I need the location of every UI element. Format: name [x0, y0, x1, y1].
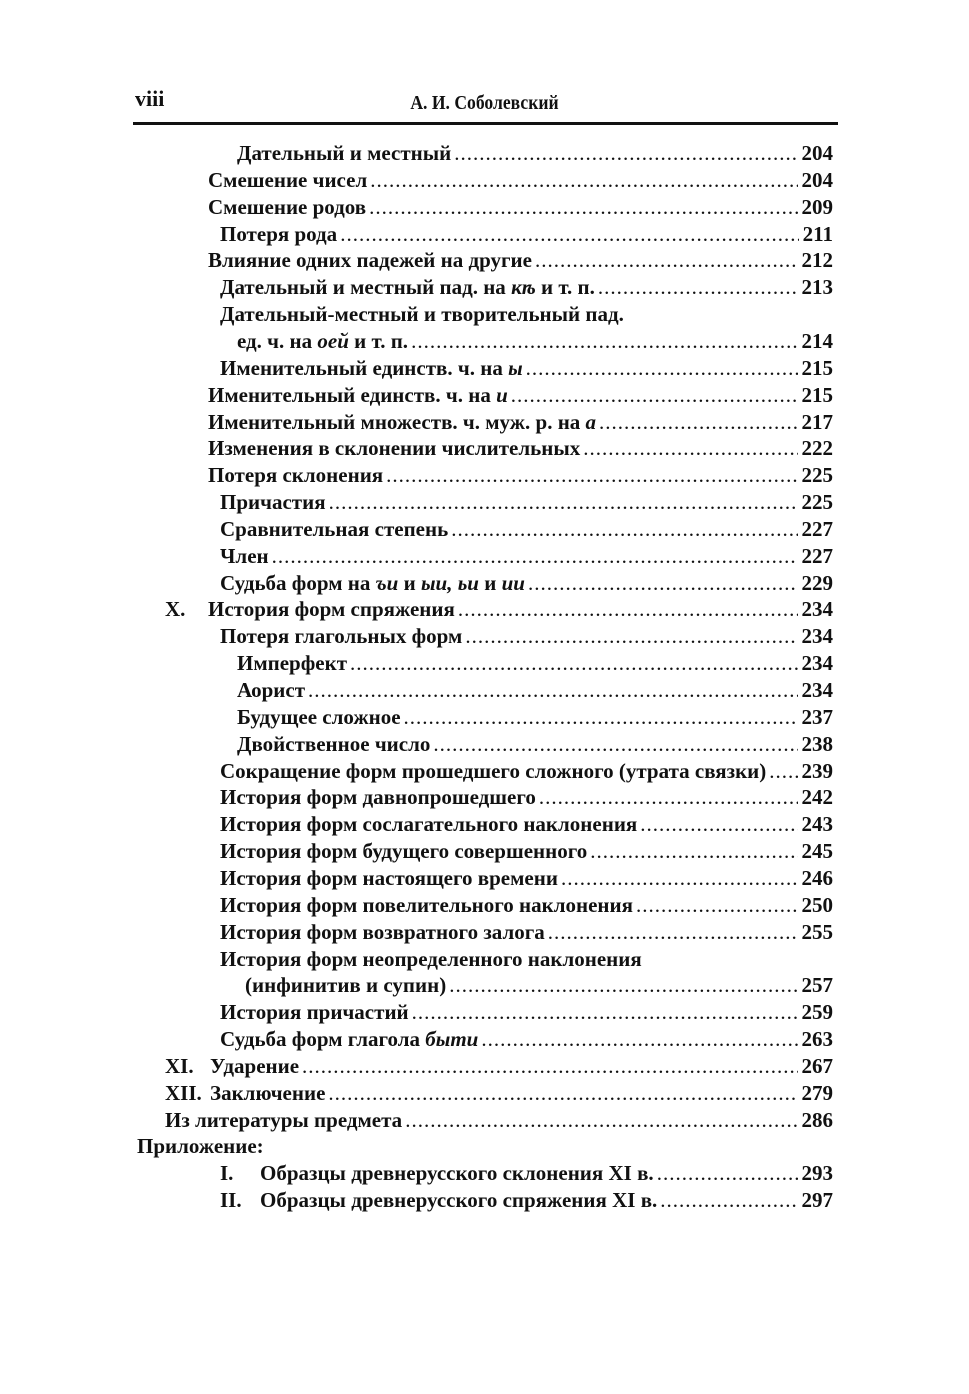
- title-text: История форм настоящего времени: [220, 865, 558, 890]
- dot-leader: [465, 623, 797, 650]
- toc-entry: [208, 167, 833, 194]
- title-text: Влияние одних падежей на другие: [208, 248, 532, 273]
- title-text: Судьба форм глагола: [220, 1027, 426, 1052]
- page-ref: 245: [801, 839, 833, 864]
- title-text: Потеря рода: [220, 221, 338, 246]
- section-number: I.: [220, 1161, 234, 1186]
- entry-title: [210, 1080, 325, 1107]
- dot-leader: [528, 570, 798, 597]
- dot-leader: [598, 274, 798, 301]
- page-ref: 229: [801, 570, 833, 595]
- toc-entry: [220, 1026, 833, 1053]
- title-text: Дательный-местный и творительный пад.: [220, 302, 624, 327]
- toc-entry: [220, 516, 833, 543]
- toc-entry: [137, 1133, 833, 1160]
- toc-entry: [220, 221, 833, 248]
- entry-title: [220, 784, 536, 811]
- dot-leader: [340, 221, 798, 248]
- toc-entry: [165, 1053, 833, 1080]
- toc-entry: [220, 543, 833, 570]
- title-text: Потеря глагольных форм: [220, 624, 463, 649]
- page-ref: 234: [801, 678, 833, 702]
- entry-title: [208, 247, 532, 274]
- toc-entry: [237, 677, 833, 704]
- title-text: Имперфект: [237, 651, 348, 676]
- entry-title: [220, 1026, 478, 1053]
- dot-leader: [370, 167, 797, 194]
- entry-title: [220, 838, 587, 865]
- toc-entry: [220, 489, 833, 516]
- toc-entry: [220, 946, 833, 973]
- title-text: ед. ч. на: [237, 328, 318, 353]
- toc-entry: [220, 1160, 833, 1187]
- entry-title: [137, 1133, 264, 1160]
- page-ref: 215: [801, 355, 833, 380]
- title-text: Ударение: [210, 1053, 300, 1078]
- dot-leader: [272, 543, 798, 570]
- dot-leader: [369, 194, 797, 221]
- entry-title: [208, 462, 383, 489]
- page-ref: 213: [801, 275, 833, 300]
- title-text: История форм повелительного наклонения: [220, 892, 633, 917]
- title-text: Изменения в склонении числительных: [208, 436, 581, 461]
- dot-leader: [561, 865, 798, 892]
- page-ref: 263: [801, 1027, 833, 1052]
- title-text: История форм неопределенного наклонения: [220, 946, 642, 971]
- italic-form: ии: [501, 570, 525, 595]
- entry-title: [260, 1160, 654, 1187]
- title-text: Заключение: [210, 1080, 326, 1105]
- dot-leader: [458, 596, 798, 623]
- title-text: Сравнительная степень: [220, 516, 449, 541]
- entry-title: [210, 1053, 299, 1080]
- italic-form: ъи: [375, 570, 399, 595]
- entry-title: [220, 946, 642, 973]
- page-ref: 204: [801, 141, 833, 165]
- page-ref: 255: [801, 919, 833, 944]
- entry-title: [260, 1187, 657, 1214]
- page-ref: 234: [801, 624, 833, 649]
- title-text: Смешение чисел: [208, 167, 368, 192]
- title-text: Потеря склонения: [208, 463, 384, 488]
- toc-entry: [208, 462, 833, 489]
- page-ref: 227: [801, 516, 833, 541]
- title-text: Дательный и местный: [237, 141, 452, 165]
- page-ref: 217: [801, 409, 833, 434]
- page-ref: 239: [801, 758, 833, 783]
- dot-leader: [657, 1160, 798, 1187]
- entry-title: [220, 865, 558, 892]
- entry-title: [237, 328, 408, 355]
- toc-entry: [220, 301, 833, 328]
- running-title: А. И. Соболевский: [410, 92, 559, 114]
- page-ref: 234: [801, 651, 833, 676]
- dot-leader: [590, 838, 797, 865]
- toc-entry: [220, 865, 833, 892]
- toc-entry: [220, 838, 833, 865]
- italic-form: быти: [425, 1027, 479, 1052]
- toc-entry: [237, 731, 833, 758]
- entry-title: [220, 623, 462, 650]
- entry-title: [220, 919, 545, 946]
- page-ref: 293: [801, 1161, 833, 1186]
- title-text: Именительный единств. ч. на: [220, 355, 509, 380]
- dot-leader: [350, 650, 797, 677]
- dot-leader: [451, 516, 797, 543]
- page-ref: 215: [801, 382, 833, 407]
- page-ref: 209: [801, 194, 833, 219]
- entry-title: [220, 221, 337, 248]
- toc-entry: [220, 623, 833, 650]
- entry-title: [208, 596, 455, 623]
- page-ref: 214: [801, 328, 833, 353]
- page-ref: 242: [801, 785, 833, 810]
- dot-leader: [449, 972, 797, 999]
- italic-form: и: [496, 382, 508, 407]
- title-text: Член: [220, 543, 269, 568]
- entry-title: [220, 892, 633, 919]
- title-text: История форм сослагательного наклонения: [220, 812, 638, 837]
- section-number: XII.: [165, 1080, 202, 1105]
- page-ref: 279: [801, 1080, 833, 1105]
- entry-title: [208, 409, 596, 436]
- title-text: Будущее сложное: [237, 704, 401, 729]
- toc-entry: [165, 596, 833, 623]
- dot-leader: [539, 784, 798, 811]
- entry-title: [220, 489, 326, 516]
- entry-title: [208, 167, 367, 194]
- toc-entry: [220, 758, 833, 785]
- section-number: X.: [165, 597, 186, 622]
- entry-title: [220, 758, 766, 785]
- dot-leader: [660, 1187, 797, 1214]
- entry-title: [208, 435, 580, 462]
- title-text: Двойственное число: [237, 731, 431, 756]
- dot-leader: [412, 999, 798, 1026]
- dot-leader: [636, 892, 798, 919]
- title-text: (инфинитив и супин): [245, 973, 447, 998]
- toc-entry: [208, 409, 833, 436]
- page-ref: 234: [801, 597, 833, 622]
- entry-title: [237, 731, 430, 758]
- title-text: Смешение родов: [208, 194, 367, 219]
- title-text: Именительный единств. ч. на: [208, 382, 497, 407]
- toc-entry: [237, 704, 833, 731]
- toc-entry: [220, 570, 833, 597]
- title-text: Аорист: [237, 678, 306, 702]
- dot-leader: [433, 731, 797, 758]
- toc-entry: [220, 811, 833, 838]
- toc-entry: [220, 784, 833, 811]
- dot-leader: [481, 1026, 797, 1053]
- italic-form: а: [585, 409, 597, 434]
- title-text: История форм давнопрошедшего: [220, 785, 536, 810]
- title-text: и т. п.: [535, 275, 595, 300]
- title-text: История причастий: [220, 1000, 409, 1025]
- page-ref: 237: [801, 704, 833, 729]
- page-ref: 250: [801, 892, 833, 917]
- toc-entry: [220, 355, 833, 382]
- toc-entry: [165, 1080, 833, 1107]
- dot-leader: [548, 919, 798, 946]
- entry-title: [208, 194, 366, 221]
- page-ref: 211: [802, 221, 833, 246]
- entry-title: [208, 382, 508, 409]
- dot-leader: [769, 758, 797, 785]
- page-ref: 238: [801, 731, 833, 756]
- dot-leader: [328, 1080, 797, 1107]
- entry-title: [245, 972, 446, 999]
- dot-leader: [454, 140, 797, 167]
- page-ref: 222: [801, 436, 833, 461]
- toc-entry: [220, 274, 833, 301]
- dot-leader: [526, 355, 798, 382]
- page-ref: 257: [801, 973, 833, 998]
- title-text: История форм будущего совершенного: [220, 839, 588, 864]
- toc-entry: [208, 247, 833, 274]
- page-ref: 243: [801, 812, 833, 837]
- page-ref: 297: [801, 1188, 833, 1213]
- title-text: История форм спряжения: [208, 597, 455, 622]
- entry-title: [220, 999, 409, 1026]
- entry-title: [220, 570, 525, 597]
- title-text: Образцы древнерусского склонения XI в.: [260, 1161, 654, 1186]
- entry-title: [220, 543, 269, 570]
- page-ref: 246: [801, 865, 833, 890]
- toc-entry: [220, 892, 833, 919]
- dot-leader: [511, 382, 798, 409]
- entry-title: [237, 704, 401, 731]
- page-ref: 225: [801, 490, 833, 515]
- header-rule: [133, 122, 838, 125]
- title-text: Приложение:: [137, 1134, 264, 1159]
- italic-form: ыи, ьи: [420, 570, 479, 595]
- title-text: Сокращение форм прошедшего сложного (утрата связки): [220, 758, 767, 783]
- toc-entry: [165, 1107, 833, 1134]
- page-ref: 286: [801, 1107, 833, 1132]
- dot-leader: [583, 435, 797, 462]
- page-number: viii: [135, 86, 165, 111]
- entry-title: [220, 355, 523, 382]
- title-text: и: [478, 570, 502, 595]
- dot-leader: [411, 328, 797, 355]
- section-number: XI.: [165, 1053, 194, 1078]
- title-text: Причастия: [220, 490, 326, 515]
- page-ref: 212: [801, 248, 833, 273]
- title-text: и т. п.: [348, 328, 409, 353]
- toc-entry: [220, 919, 833, 946]
- italic-form: кѣ: [511, 275, 536, 300]
- dot-leader: [535, 247, 798, 274]
- title-text: Из литературы предмета: [165, 1107, 403, 1132]
- entry-title: [165, 1107, 402, 1134]
- page-ref: 259: [801, 1000, 833, 1025]
- dot-leader: [302, 1053, 797, 1080]
- toc-entry: [237, 140, 833, 167]
- toc-entry: [245, 972, 833, 999]
- dot-leader: [404, 704, 798, 731]
- italic-form: оей: [317, 328, 349, 353]
- title-text: Именительный множеств. ч. муж. р. на: [208, 409, 586, 434]
- entry-title: [237, 140, 451, 167]
- dot-leader: [329, 489, 798, 516]
- entry-title: [220, 274, 595, 301]
- entry-title: [237, 650, 347, 677]
- page-ref: 204: [801, 167, 833, 192]
- dot-leader: [599, 409, 797, 436]
- title-text: Судьба форм на: [220, 570, 376, 595]
- dot-leader: [405, 1107, 797, 1134]
- entry-title: [220, 516, 448, 543]
- page-ref: 227: [801, 543, 833, 568]
- italic-form: ы: [508, 355, 523, 380]
- toc-entry: [208, 382, 833, 409]
- dot-leader: [308, 677, 797, 704]
- toc-entry: [220, 999, 833, 1026]
- toc-entry: [220, 1187, 833, 1214]
- section-number: II.: [220, 1188, 242, 1213]
- page-ref: 225: [801, 463, 833, 488]
- toc-entry: [237, 328, 833, 355]
- entry-title: [220, 301, 624, 328]
- page-ref: 267: [801, 1053, 833, 1078]
- title-text: История форм возвратного залога: [220, 919, 545, 944]
- entry-title: [237, 677, 305, 704]
- toc-entry: [237, 650, 833, 677]
- toc-entry: [208, 435, 833, 462]
- title-text: и: [398, 570, 421, 595]
- toc-entry: [208, 194, 833, 221]
- title-text: Образцы древнерусского спряжения XI в.: [260, 1188, 658, 1213]
- dot-leader: [640, 811, 797, 838]
- entry-title: [220, 811, 637, 838]
- title-text: Дательный и местный пад. на: [220, 275, 512, 300]
- dot-leader: [386, 462, 797, 489]
